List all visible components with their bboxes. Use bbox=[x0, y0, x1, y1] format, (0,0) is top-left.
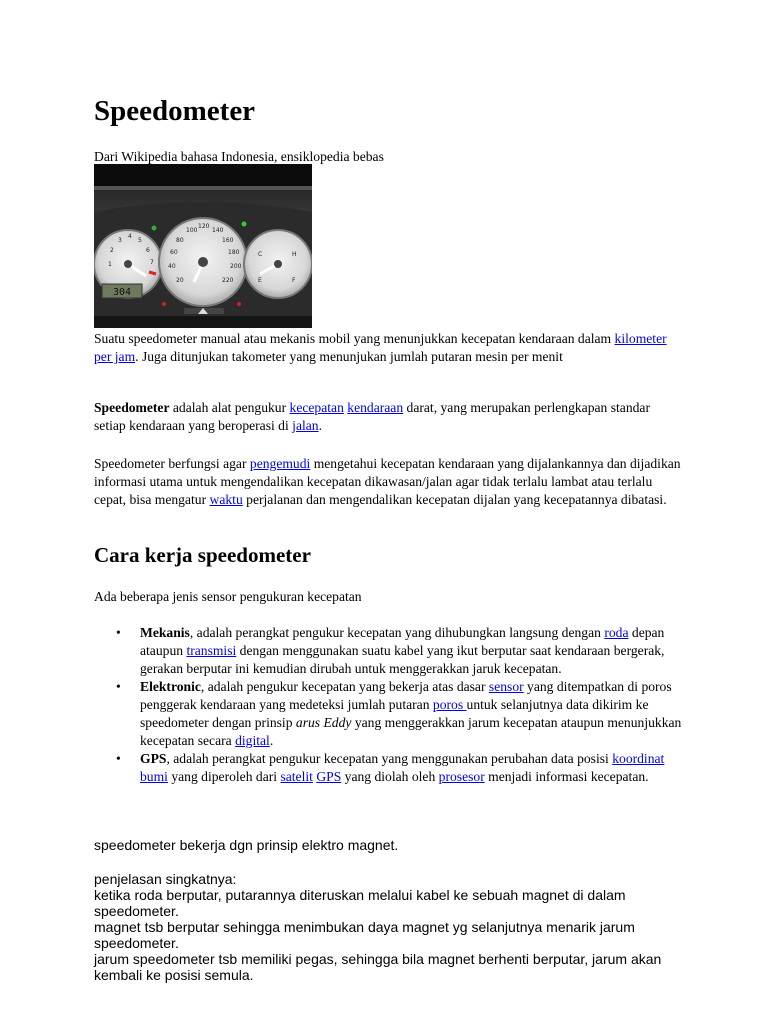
bullet-icon: • bbox=[116, 625, 121, 640]
link-kecepatan[interactable]: kecepatan bbox=[289, 400, 344, 415]
link-jalan[interactable]: jalan bbox=[292, 418, 319, 433]
tick-label: 220 bbox=[222, 277, 234, 284]
tick-label: 5 bbox=[138, 237, 142, 244]
image-caption: Suatu speedometer manual atau mekanis mobil yang menunjukkan kecepatan kendaraan dalam kilometer per jam. Juga ditunjukan takometer yang menunjukan jumlah putaran mesin per menit bbox=[94, 331, 667, 364]
link-poros[interactable]: poros bbox=[432, 697, 467, 712]
tick-label: H bbox=[292, 251, 297, 258]
list-item: • GPS, adalah perangkat pengukur kecepatan yang menggunakan perubahan data posisi koordinat bumi yang diperoleh dari satelit GPS yang diolah oleh prosesor menjadi informasi kecepatan. bbox=[116, 751, 665, 784]
function-paragraph: Speedometer berfungsi agar pengemudi mengetahui kecepatan kendaraan yang dijalankannya dan dijadikan informasi utama untuk mengendalikan kecepatan dikawasan/jalan agar tidak terlalu lambat atau terlalu cepat, bisa mengatur waktu perjalanan dan mengendalikan kecepatan dijalan yang kecepatannya dibatasi. bbox=[94, 456, 681, 507]
tick-label: 120 bbox=[198, 223, 210, 230]
bullet-icon: • bbox=[116, 751, 121, 766]
link-prosesor[interactable]: prosesor bbox=[438, 769, 485, 784]
link-bumi[interactable]: bumi bbox=[140, 769, 168, 784]
tick-label: 180 bbox=[228, 249, 240, 256]
lcd-reading: 304 bbox=[112, 287, 132, 298]
explanation-line: penjelasan singkatnya: bbox=[94, 871, 237, 887]
tick-label: 100 bbox=[186, 227, 198, 234]
page-subtitle: Dari Wikipedia bahasa Indonesia, ensiklopedia bebas bbox=[94, 149, 384, 164]
tick-label: 1 bbox=[108, 261, 112, 268]
explanation-block bbox=[94, 871, 684, 983]
link-kilometer-per-jam[interactable]: kilometer per jam bbox=[94, 331, 667, 364]
note-line: speedometer bekerja dgn prinsip elektro magnet. bbox=[94, 837, 399, 853]
list-item: • Elektronic, adalah pengukur kecepatan yang bekerja atas dasar sensor yang ditempatkan di poros penggerak kendaraan yang medeteksi jumlah putaran poros untuk selanjutnya data dikirim ke speedometer dengan prinsip arus Eddy yang menggerakkan jarum kecepatan ataupun menunjukkan kecepatan secara digital. bbox=[116, 679, 682, 748]
link-koordinat[interactable]: koordinat bbox=[612, 751, 665, 766]
tick-label: 200 bbox=[230, 263, 242, 270]
tick-label: 6 bbox=[146, 247, 150, 254]
tick-label: 160 bbox=[222, 237, 234, 244]
link-sensor[interactable]: sensor bbox=[488, 679, 524, 694]
tick-label: 140 bbox=[212, 227, 224, 234]
link-waktu[interactable]: waktu bbox=[209, 492, 243, 507]
speedometer-dashboard-photo bbox=[94, 164, 312, 328]
tick-label: 3 bbox=[118, 237, 122, 244]
tick-label: 4 bbox=[128, 233, 132, 240]
tick-label: 40 bbox=[168, 263, 176, 270]
explanation-line: magnet tsb berputar sehingga menimbukan daya magnet yg selanjutnya menarik jarum speedometer. bbox=[94, 919, 635, 951]
list-item: • Mekanis, adalah perangkat pengukur kecepatan yang dihubungkan langsung dengan roda depan ataupun transmisi dengan menggunakan suatu kabel yang ikut berputar saat kendaraan bergerak, gerakan berputar ini kemudian dirubah untuk menggerakkan jaruk kecepatan. bbox=[116, 625, 665, 676]
section-heading: Cara kerja speedometer bbox=[94, 543, 311, 567]
intro-paragraph: Speedometer adalah alat pengukur kecepatan kendaraan darat, yang merupakan perlengkapan standar setiap kendaraan yang beroperasi di jalan. bbox=[94, 400, 650, 433]
tick-label: F bbox=[292, 277, 296, 284]
explanation-line: ketika roda berputar, putarannya diteruskan melalui kabel ke sebuah magnet di dalam speedometer. bbox=[94, 887, 626, 919]
tick-label: 60 bbox=[170, 249, 178, 256]
tick-label: C bbox=[258, 251, 263, 258]
link-roda[interactable]: roda bbox=[604, 625, 629, 640]
tick-label: 7 bbox=[150, 259, 154, 266]
explanation-line: jarum speedometer tsb memiliki pegas, sehingga bila magnet berhenti berputar, jarum akan kembali ke posisi semula. bbox=[94, 951, 662, 983]
link-kendaraan[interactable]: kendaraan bbox=[347, 400, 404, 415]
tick-label: 80 bbox=[176, 237, 184, 244]
link-pengemudi[interactable]: pengemudi bbox=[249, 456, 311, 471]
sensor-intro: Ada beberapa jenis sensor pengukuran kecepatan bbox=[94, 589, 362, 604]
tick-label: E bbox=[258, 277, 262, 284]
bullet-icon: • bbox=[116, 679, 121, 694]
link-satelit[interactable]: satelit bbox=[280, 769, 313, 784]
link-digital[interactable]: digital bbox=[235, 733, 270, 748]
link-transmisi[interactable]: transmisi bbox=[186, 643, 237, 658]
tick-label: 20 bbox=[176, 277, 184, 284]
page-title: Speedometer bbox=[94, 95, 256, 127]
sensor-list bbox=[94, 624, 684, 786]
link-gps[interactable]: GPS bbox=[316, 769, 342, 784]
tick-label: 2 bbox=[110, 247, 114, 254]
